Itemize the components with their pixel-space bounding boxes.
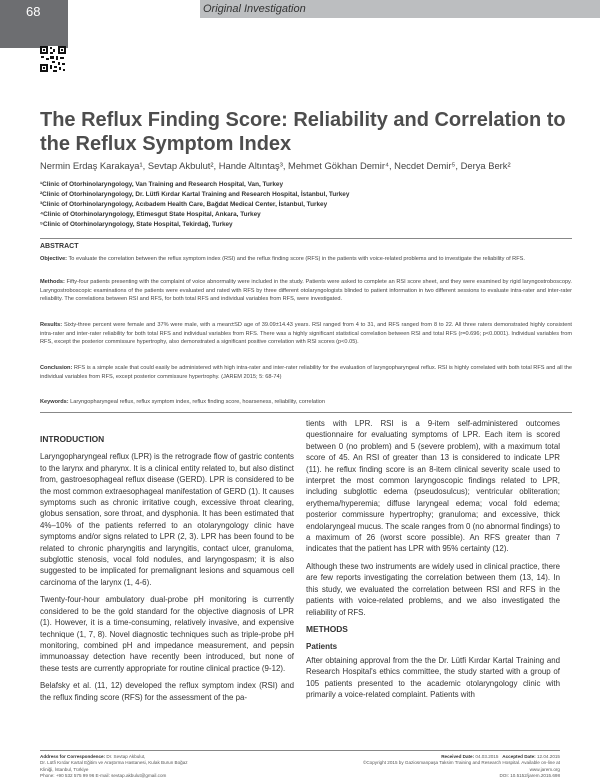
conclusion-label: Conclusion: — [40, 365, 73, 371]
page-number: 68 — [26, 4, 41, 19]
keywords-text: Laryngopharyngeal reflux, reflux symptom index, reflux finding score, hoarseness, reliability, correlation — [68, 399, 326, 405]
right-paragraph-2: Although these two instruments are widely used in clinical practice, there are few reports investigating the correlation between them (13, 14). In this study, we evaluated the correlation between RSI and RFS in the patients with voice-related problems, and we also investigated the reliability of RFS. — [306, 561, 560, 617]
affiliation-1: ¹Clinic of Otorhinolaryngology, Van Training and Research Hospital, Van, Turkey — [40, 181, 284, 188]
objective-label: Objective: — [40, 256, 68, 262]
methods-text: Fifty-four patients presenting with the complaint of voice abnormality were included in the study. Patients were asked to complete an RSI score sheet, and they were examined by rigid laryngostroboscopy. Laryngostroboscopic examinations of the patients were evaluated and rated with RFS by three different otolaryngologists blinded to patient information in two different sessions to evaluate intra-rater and inter-rater reliability. The correlations between RSI and RFS, for both total RFS and individual variables from RFS, were investigated. — [40, 279, 572, 303]
doi-line: DOI: 10.5152/jarem.2015.698 — [499, 773, 560, 779]
affiliation-5: ⁵Clinic of Otorhinolaryngology, State Hospital, Tekirdağ, Turkey — [40, 221, 233, 228]
affiliation-3: ³Clinic of Otorhinolaryngology, Acıbadem Health Care, Bağdat Medical Center, İstanbul, Turkey — [40, 201, 328, 208]
abstract-bottom-divider — [40, 412, 572, 413]
results-label: Results: — [40, 322, 63, 328]
correspondence-name: Dr. Sevtap Akbulut, — [105, 754, 146, 759]
copyright-line: ©Copyright 2015 by Gaziosmanpaşa Taksim Training and Research Hospital. Available on-line at www.jarem.org — [362, 760, 560, 772]
correspondence-address-1: Dr. Lütfi Kırdar Kartal Eğitim ve Araştırma Hastanesi, Kulak Burun Boğaz — [40, 760, 188, 766]
affiliation-4: ⁴Clinic of Otorhinolaryngology, Etimesgut State Hospital, Ankara, Turkey — [40, 211, 261, 218]
article-title: The Reflux Finding Score: Reliability and Correlation to the Reflux Symptom Index — [40, 109, 566, 155]
left-paragraph-3: Belafsky et al. (11, 12) developed the reflux symptom index (RSI) and the reflux finding score (RFS) for the assessment of the pa- — [40, 681, 294, 702]
affiliations — [40, 180, 580, 230]
patients-paragraph: After obtaining approval from the the Dr. Lütfi Kırdar Kartal Training and Research Hospital's ethics committee, the study started with a group of 105 patients presented to the academic otolaryngology clinic with primarily a voice-related complaint. Patients with — [306, 655, 560, 699]
conclusion-text: RFS is a simple scale that could easily be administered with high intra-rater and inter-rater reliability for the evaluation of laryngopharyngeal reflux. RSI is highly correlated with both total RFS and all the individual variables from RFS, except posterior commissure hypertrophy. (JAREM 2015; 5: 68-74) — [40, 365, 572, 380]
left-column — [40, 434, 294, 709]
correspondence-address-2: Kliniği, İstanbul, Türkiye — [40, 766, 89, 772]
received-label: Received Date: — [441, 754, 475, 759]
methods-label: Methods: — [40, 279, 65, 285]
received-date: 04.03.2015 — [474, 754, 499, 759]
methods-heading: METHODS — [306, 623, 348, 634]
objective-text: To evaluate the correlation between the reflux symptom index (RSI) and the reflux finding score (RFS) in the patients with voice-related problems and to investigate the reliability of RFS. — [67, 256, 525, 262]
abstract-heading: ABSTRACT — [40, 243, 79, 250]
abstract-methods — [40, 278, 572, 304]
accepted-date: 12.04.2015 — [535, 754, 560, 759]
page-number-tab — [0, 0, 68, 48]
abstract-top-divider — [40, 238, 572, 239]
dates-block — [340, 754, 560, 780]
correspondence-contact: Phone: +90 532 575 99 96 E-mail: sevtap.akbulut@gmail.com — [40, 773, 167, 779]
introduction-heading: INTRODUCTION — [40, 434, 105, 444]
section-label: Original Investigation — [203, 3, 306, 15]
abstract-conclusion — [40, 364, 572, 381]
abstract-results — [40, 321, 572, 347]
right-paragraph-1: tients with LPR. RSI is a 9-item self-administered outcomes questionnaire for evaluating symptoms of LPR. Each item is scored between 0 (no problem) and 5 (severe problem), with a maximum total score of 45. An RSI of greater than 13 is considered to indicate LPR (11). he reflux finding score is an 8-item clinical severity scale used to interpret the most common laryngoscopic findings related to LPR, including subglottic edema (pseudosulcus); ventricular obliteration; erythema/hyperemia; diffuse laryngeal edema; vocal fold edema; posterior commissure hypertrophy; granuloma; and excessive, thick endolaryngeal mucus. The scale ranges from 0 (no abnormal findings) to a maximum of 26 (worst score possible). An RFS greater than 7 indicates that the patient has LPR with 95% certainty (12). — [306, 419, 560, 554]
left-paragraph-1: Laryngopharyngeal reflux (LPR) is the retrograde flow of gastric contents to the larynx and pharynx. It is a clinical entity related to, but also distinct from, gastroesophageal reflux disease (GERD). LPR is considered to be the most common extraesophageal manifestation of GERD (1). It causes symptoms such as chronic irritative cough, excessive throat clearing, globus sensation, sore throat, and dysphonia. It has been estimated that 4%–10% of the patients referred to an otolaryngology clinic have symptoms and/or signs related to LPR (2, 3). LPR has been found to be related to chronic pharyngitis and laryngitis, contact ulcer, granuloma, subglottic stenosis, vocal fold nodules, and laryngospasm; it is also suggested to be implicated for premalignant lesions and squamous cell carcinoma of the larynx (1, 4-6). — [40, 452, 294, 587]
footer-divider — [40, 750, 560, 751]
keywords-label: Keywords: — [40, 399, 69, 405]
accepted-label: Accepted Date: — [502, 754, 536, 759]
left-paragraph-2: Twenty-four-hour ambulatory dual-probe pH monitoring is currently considered to be the gold standard for the objective diagnosis of LPR (1). However, it is a time-consuming, relatively invasive, and expensive technique (1, 7, 8). Novel diagnostic techniques such as triple-probe pH monitoring, combined pH and impedance measurement, and pepsin immunoassay detection have recently been introduced, but none of these tests are currently appropriate for routine clinical practice (9-12). — [40, 595, 294, 673]
abstract-objective — [40, 255, 572, 264]
abstract-keywords — [40, 398, 572, 407]
author-list: Nermin Erdaş Karakaya¹, Sevtap Akbulut², Hande Altıntaş³, Mehmet Gökhan Demir⁴, Necdet Demir⁵, Derya Berk² — [40, 160, 511, 171]
right-column — [306, 418, 560, 706]
affiliation-2: ²Clinic of Otorhinolaryngology, Dr. Lütfi Kırdar Kartal Training and Research Hospital, İstanbul, Turkey — [40, 191, 350, 198]
correspondence-label: Address for Correspondence: — [40, 754, 106, 759]
section-banner — [200, 0, 600, 18]
correspondence-block — [40, 754, 310, 780]
patients-heading: Patients — [306, 642, 338, 652]
results-text: Sixty-three percent were female and 37% were male, with a mean±SD age of 39.09±14.43 years. RSI ranged from 4 to 31, and RFS ranged from 8 to 22. All three raters demonstrated highly consistent intra-rater and inter-rater reliability for both total RFS and individual variables from RFS. There was a highly significant statistical correlation between RSI and total RFS (r=0.696; p<0.0001). Individual variables from RFS, except the posterior commissure hypertrophy, also demonstrated a significant positive correlation with RSI scores (p<0.05). — [40, 322, 572, 346]
qr-code-icon — [40, 46, 66, 72]
